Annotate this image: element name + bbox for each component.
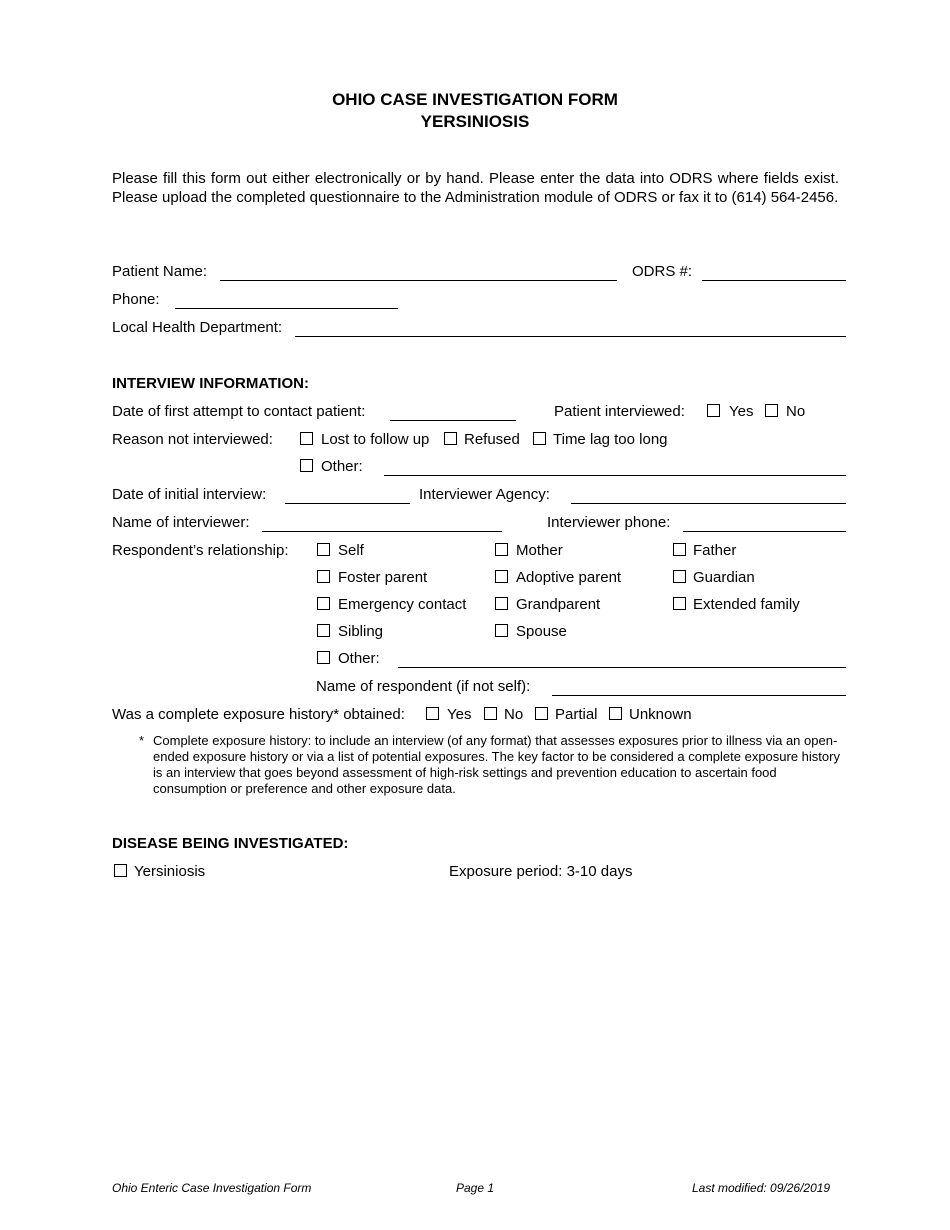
rel-spouse-label: Spouse — [516, 623, 567, 640]
rel-other-field[interactable] — [398, 667, 846, 668]
rel-adoptive-checkbox[interactable] — [495, 570, 508, 583]
exposure-unknown-label: Unknown — [629, 706, 692, 723]
interviewer-phone-label: Interviewer phone: — [547, 514, 671, 531]
reason-other-checkbox[interactable] — [300, 459, 313, 472]
respondent-name-field[interactable] — [552, 695, 846, 696]
agency-field[interactable] — [571, 503, 846, 504]
rel-extended-checkbox[interactable] — [673, 597, 686, 610]
rel-sibling-label: Sibling — [338, 623, 384, 640]
footer-page-number: Page 1 — [456, 1181, 495, 1195]
lhd-field[interactable] — [295, 336, 846, 337]
disease-yersiniosis-label: Yersiniosis — [134, 863, 206, 880]
rel-mother-label: Mother — [516, 542, 563, 559]
rel-spouse-checkbox[interactable] — [495, 624, 508, 637]
rel-grandparent-checkbox[interactable] — [495, 597, 508, 610]
exposure-yes-label: Yes — [447, 706, 472, 723]
footer-form-name: Ohio Enteric Case Investigation Form — [112, 1181, 312, 1195]
rel-extended-label: Extended family — [693, 596, 800, 613]
footnote-marker: * — [139, 733, 145, 748]
interviewer-name-field[interactable] — [262, 531, 502, 532]
rel-other-label: Other: — [338, 650, 380, 667]
footnote-text: Complete exposure history: to include an interview (of any format) that assesses exposures prior to illness via an open-ended exposure history or via a list of potential exposures. The key factor to be considered a complete exposure history is an interview that goes beyond assessment of high-risk settings and prevention education to ascertain food consumption or preference and other exposure data. — [153, 733, 840, 796]
first-attempt-label: Date of first attempt to contact patient: — [112, 403, 366, 420]
intro-text: Please fill this form out either electronically or by hand. Please enter the data into ODRS where fields exist. Please upload the completed questionnaire to the Administration module of ODRS or fax it to (614) 564-2456. — [112, 170, 839, 206]
reason-refused-label: Refused — [464, 431, 520, 448]
form-subtitle: YERSINIOSIS — [420, 112, 530, 131]
agency-label: Interviewer Agency: — [419, 486, 550, 503]
patient-interviewed-label: Patient interviewed: — [554, 403, 685, 420]
interviewed-yes-checkbox[interactable] — [707, 404, 720, 417]
exposure-no-label: No — [504, 706, 524, 723]
phone-field[interactable] — [175, 308, 398, 309]
rel-foster-label: Foster parent — [338, 569, 428, 586]
rel-sibling-checkbox[interactable] — [317, 624, 330, 637]
rel-adoptive-label: Adoptive parent — [516, 569, 622, 586]
rel-emergency-checkbox[interactable] — [317, 597, 330, 610]
relationship-label: Respondent’s relationship: — [112, 542, 289, 559]
exposure-history-label: Was a complete exposure history* obtained: — [112, 706, 405, 723]
interviewed-no-label: No — [786, 403, 806, 420]
rel-guardian-label: Guardian — [693, 569, 755, 586]
interviewer-phone-field[interactable] — [683, 531, 846, 532]
interview-section-title: INTERVIEW INFORMATION: — [112, 375, 309, 392]
phone-label: Phone: — [112, 291, 160, 308]
interviewer-name-label: Name of interviewer: — [112, 514, 250, 531]
interviewed-yes-label: Yes — [729, 403, 754, 420]
first-attempt-field[interactable] — [390, 420, 516, 421]
disease-section-title: DISEASE BEING INVESTIGATED: — [112, 835, 349, 852]
rel-emergency-label: Emergency contact — [338, 596, 467, 613]
rel-father-checkbox[interactable] — [673, 543, 686, 556]
exposure-partial-label: Partial — [555, 706, 598, 723]
rel-foster-checkbox[interactable] — [317, 570, 330, 583]
rel-guardian-checkbox[interactable] — [673, 570, 686, 583]
lhd-label: Local Health Department: — [112, 319, 283, 336]
reason-timelag-checkbox[interactable] — [533, 432, 546, 445]
rel-self-label: Self — [338, 542, 364, 559]
initial-date-field[interactable] — [285, 503, 410, 504]
reason-lost-label: Lost to follow up — [321, 431, 430, 448]
rel-other-checkbox[interactable] — [317, 651, 330, 664]
footer-last-modified: Last modified: 09/26/2019 — [692, 1181, 831, 1195]
reason-other-label: Other: — [321, 458, 363, 475]
reason-refused-checkbox[interactable] — [444, 432, 457, 445]
rel-mother-checkbox[interactable] — [495, 543, 508, 556]
initial-date-label: Date of initial interview: — [112, 486, 267, 503]
exposure-period: Exposure period: 3-10 days — [449, 863, 633, 880]
exposure-yes-checkbox[interactable] — [426, 707, 439, 720]
rel-father-label: Father — [693, 542, 737, 559]
odrs-label: ODRS #: — [632, 263, 693, 280]
respondent-name-label: Name of respondent (if not self): — [316, 678, 531, 695]
reason-timelag-label: Time lag too long — [553, 431, 668, 448]
patient-name-label: Patient Name: — [112, 263, 208, 280]
interviewed-no-checkbox[interactable] — [765, 404, 778, 417]
patient-name-field[interactable] — [220, 280, 617, 281]
rel-self-checkbox[interactable] — [317, 543, 330, 556]
exposure-partial-checkbox[interactable] — [535, 707, 548, 720]
rel-grandparent-label: Grandparent — [516, 596, 601, 613]
odrs-field[interactable] — [702, 280, 846, 281]
disease-yersiniosis-checkbox[interactable] — [114, 864, 127, 877]
exposure-no-checkbox[interactable] — [484, 707, 497, 720]
reason-other-field[interactable] — [384, 475, 846, 476]
reason-label: Reason not interviewed: — [112, 431, 273, 448]
reason-lost-checkbox[interactable] — [300, 432, 313, 445]
exposure-unknown-checkbox[interactable] — [609, 707, 622, 720]
form-title: OHIO CASE INVESTIGATION FORM — [332, 90, 618, 109]
